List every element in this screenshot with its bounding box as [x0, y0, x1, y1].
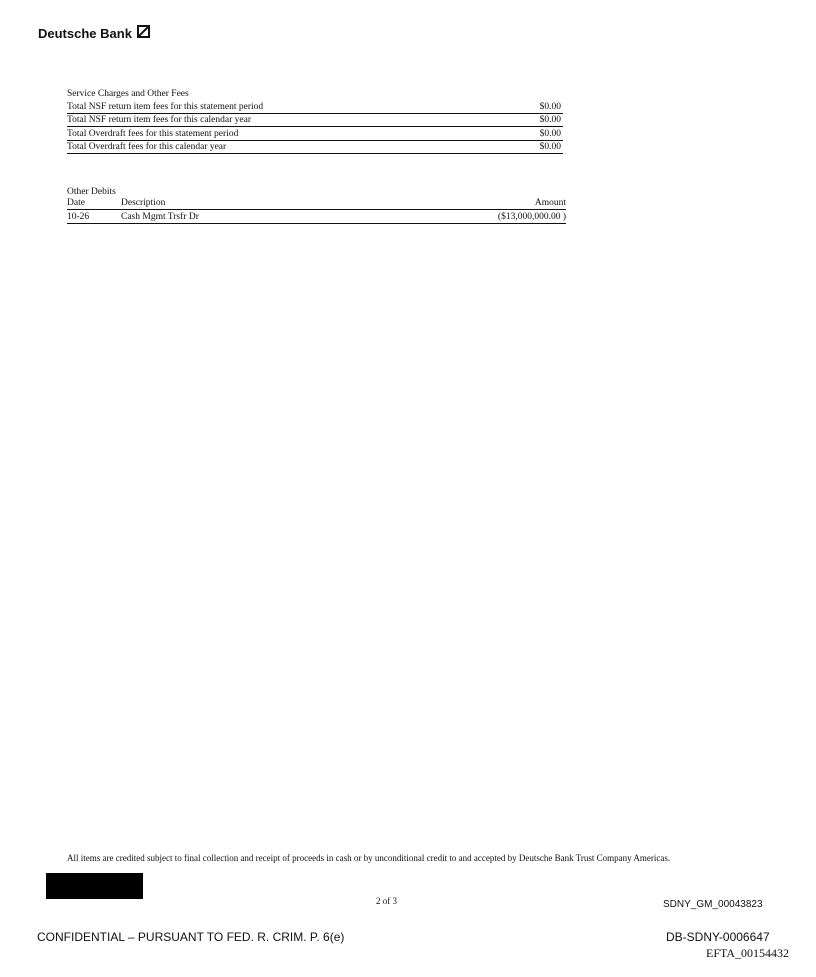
- description-header: Description: [121, 198, 166, 208]
- bates-number-primary: SDNY_GM_00043823: [663, 899, 763, 910]
- fee-row: [67, 141, 563, 155]
- brand-name: Deutsche Bank: [38, 26, 132, 41]
- fee-amount: $0.00: [539, 101, 561, 112]
- fee-row: [67, 100, 563, 114]
- debit-amount: ($13,000,000.00 ): [497, 212, 566, 222]
- debits-header-row: [67, 198, 566, 210]
- fee-amount: $0.00: [539, 128, 561, 139]
- fee-label: Total Overdraft fees for this statement period: [67, 128, 239, 139]
- fee-row: [67, 127, 563, 141]
- fee-label: Total NSF return item fees for this calendar year: [67, 115, 251, 125]
- deutsche-bank-slash-square-icon: [137, 25, 150, 38]
- other-debits-section: [67, 186, 566, 224]
- disclaimer-text: All items are credited subject to final collection and receipt of proceeds in cash or by unconditional credit to and accepted by Deutsche Bank Trust Company Americas.: [67, 853, 671, 863]
- service-charges-section: [67, 88, 563, 154]
- confidential-notice: CONFIDENTIAL – PURSUANT TO FED. R. CRIM. P. 6(e): [37, 930, 345, 944]
- debit-description: Cash Mgmt Trsfr Dr: [121, 212, 199, 222]
- service-charges-title: Service Charges and Other Fees: [67, 89, 189, 99]
- fee-row: [67, 114, 563, 128]
- fee-label: Total NSF return item fees for this statement period: [67, 101, 264, 112]
- date-header: Date: [67, 198, 85, 208]
- bates-number-secondary: DB-SDNY-0006647: [666, 930, 770, 944]
- amount-header: Amount: [534, 198, 566, 208]
- page-number: 2 of 3: [376, 896, 397, 906]
- fee-label: Total Overdraft fees for this calendar year: [67, 142, 227, 152]
- efta-number: EFTA_00154432: [706, 946, 790, 960]
- redaction-block: [46, 873, 143, 899]
- bank-logo: [38, 26, 150, 41]
- fee-amount: $0.00: [539, 115, 561, 125]
- fee-amount: $0.00: [539, 142, 561, 152]
- table-row: [67, 210, 566, 224]
- other-debits-title: Other Debits: [67, 187, 116, 197]
- debit-date: 10-26: [67, 212, 90, 222]
